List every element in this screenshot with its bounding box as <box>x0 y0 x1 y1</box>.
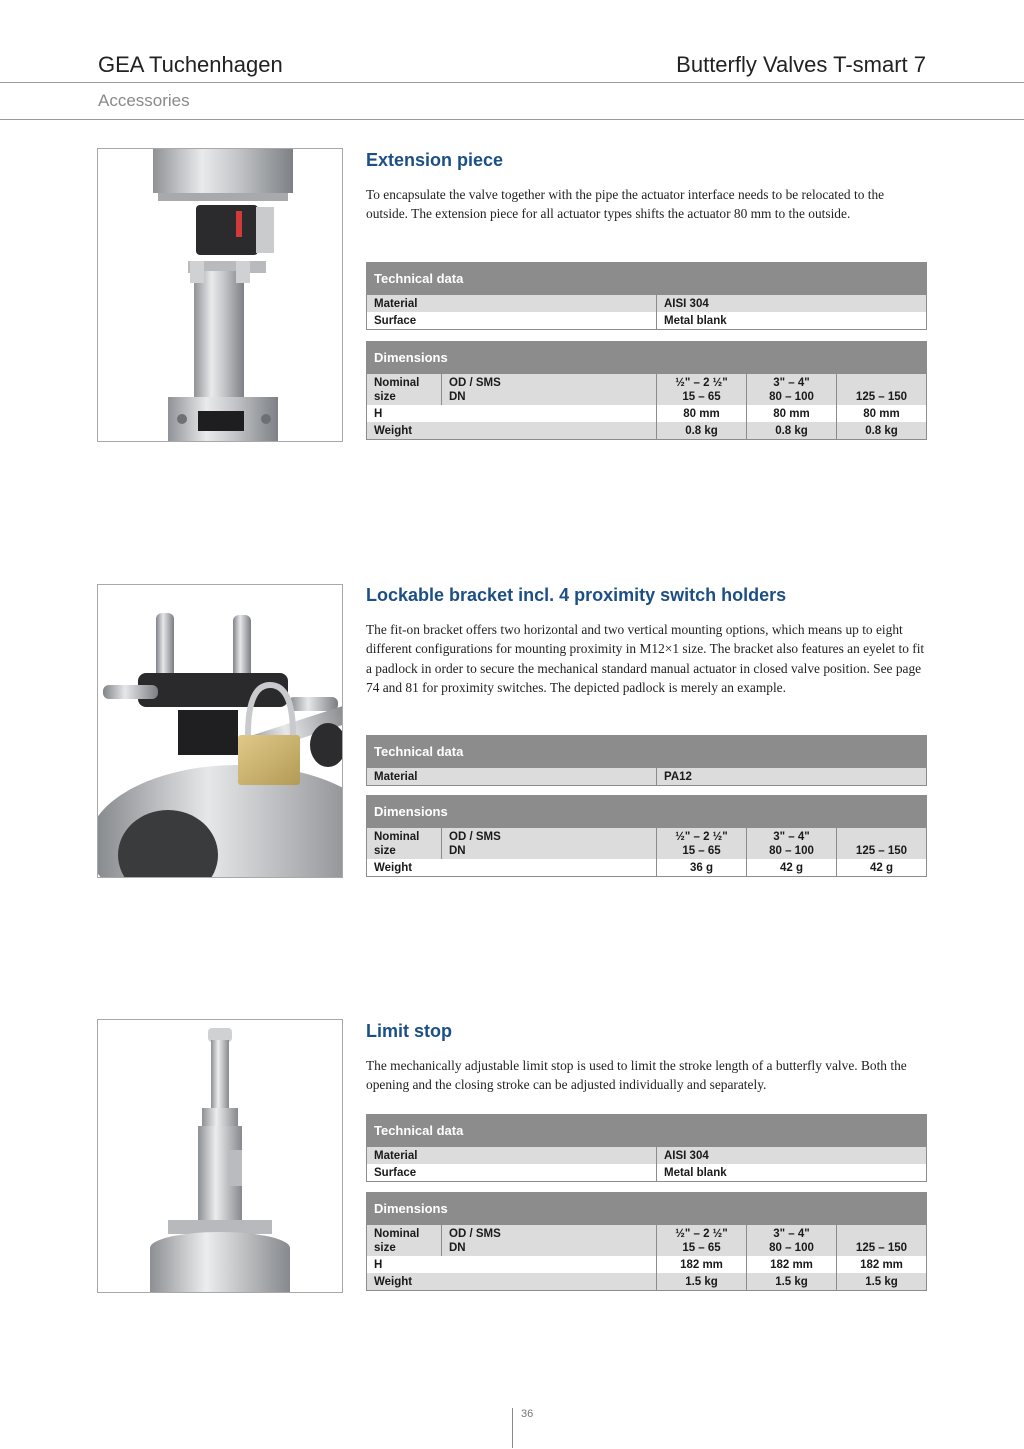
dimensions-heading: Dimensions <box>367 342 927 374</box>
size-col-2: 3" – 4" 80 – 100 <box>747 1225 837 1257</box>
nominal-size-label: Nominal size <box>367 1225 442 1257</box>
brand-name: GEA Tuchenhagen <box>98 52 283 77</box>
dim-value: 42 g <box>747 859 837 877</box>
dim-value: 36 g <box>657 859 747 877</box>
limit-stop-dimensions-table <box>366 1192 927 1291</box>
extension-piece-technical-table <box>366 262 927 330</box>
size-col-1: ½" – 2 ½" 15 – 65 <box>657 828 747 860</box>
size-col-2: 3" – 4" 80 – 100 <box>747 828 837 860</box>
nominal-size-label: Nominal size <box>367 374 442 406</box>
lockable-bracket-dimensions-table <box>366 795 927 877</box>
header-divider <box>0 82 1024 83</box>
limit-stop-section <box>366 1018 926 1095</box>
extension-piece-photo <box>97 148 343 442</box>
limit-stop-title: Limit stop <box>366 1021 452 1041</box>
surface-value: Metal blank <box>657 1164 927 1182</box>
size-col-3: 125 – 150 <box>837 828 927 860</box>
extension-piece-title: Extension piece <box>366 150 504 170</box>
material-label: Material <box>367 768 657 786</box>
dim-value: 182 mm <box>747 1256 837 1273</box>
dim-value: 0.8 kg <box>837 422 927 440</box>
size-col-2: 3" – 4" 80 – 100 <box>747 374 837 406</box>
extension-piece-description: To encapsulate the valve together with the pipe the actuator interface needs to be relocated to the outside. The extension piece for all actuator types shifts the actuator 80 mm to the outside. <box>366 187 885 222</box>
surface-label: Surface <box>367 1164 657 1182</box>
document-title: Butterfly Valves T-smart 7 <box>676 52 926 77</box>
technical-data-heading: Technical data <box>367 1115 927 1147</box>
material-label: Material <box>367 295 657 313</box>
material-value: AISI 304 <box>657 295 927 313</box>
size-standard-label: OD / SMS DN <box>442 1225 657 1257</box>
dim-value: 42 g <box>837 859 927 877</box>
lockable-bracket-title: Lockable bracket incl. 4 proximity switch holders <box>366 585 787 605</box>
material-label: Material <box>367 1147 657 1165</box>
nominal-size-label: Nominal size <box>367 828 442 860</box>
material-value: AISI 304 <box>657 1147 927 1165</box>
dimensions-heading: Dimensions <box>367 1193 927 1225</box>
lockable-bracket-description: The fit-on bracket offers two horizontal and two vertical mounting options, which means up to eight different configurations for mounting proximity in M12×1 size. The bracket also features an eyelet to fit a padlock in order to secure the mechanical standard manual actuator in closed valve position. See page 74 and 81 for proximity switches. The depicted padlock is merely an example. <box>366 622 925 695</box>
surface-label: Surface <box>367 312 657 330</box>
surface-value: Metal blank <box>657 312 927 330</box>
lockable-bracket-section <box>366 582 926 697</box>
dim-value: 80 mm <box>657 405 747 422</box>
extension-piece-dimensions-table <box>366 341 927 440</box>
dim-value: 80 mm <box>747 405 837 422</box>
page-number: 36 <box>521 1408 534 1420</box>
size-col-1: ½" – 2 ½" 15 – 65 <box>657 374 747 406</box>
subheader-divider <box>0 119 1024 120</box>
size-col-1: ½" – 2 ½" 15 – 65 <box>657 1225 747 1257</box>
dim-value: 0.8 kg <box>657 422 747 440</box>
dim-value: 1.5 kg <box>747 1273 837 1291</box>
dim-row-label: H <box>367 1256 657 1273</box>
dim-value: 0.8 kg <box>747 422 837 440</box>
dim-row-label: Weight <box>367 859 657 877</box>
section-subtitle: Accessories <box>98 91 190 110</box>
limit-stop-technical-table <box>366 1114 927 1182</box>
dim-value: 182 mm <box>657 1256 747 1273</box>
extension-piece-section <box>366 147 926 224</box>
limit-stop-description: The mechanically adjustable limit stop is used to limit the stroke length of a butterfly valve. Both the opening and the closing stroke can be adjusted individually and separately. <box>366 1058 907 1093</box>
dim-value: 182 mm <box>837 1256 927 1273</box>
dimensions-heading: Dimensions <box>367 796 927 828</box>
size-standard-label: OD / SMS DN <box>442 374 657 406</box>
material-value: PA12 <box>657 768 927 786</box>
dim-value: 1.5 kg <box>837 1273 927 1291</box>
limit-stop-photo <box>97 1019 343 1293</box>
size-col-3: 125 – 150 <box>837 374 927 406</box>
technical-data-heading: Technical data <box>367 263 927 295</box>
dim-row-label: Weight <box>367 1273 657 1291</box>
dim-value: 1.5 kg <box>657 1273 747 1291</box>
size-col-3: 125 – 150 <box>837 1225 927 1257</box>
dim-value: 80 mm <box>837 405 927 422</box>
lockable-bracket-technical-table <box>366 735 927 786</box>
lockable-bracket-photo <box>97 584 343 878</box>
technical-data-heading: Technical data <box>367 736 927 768</box>
footer-divider <box>512 1408 513 1448</box>
dim-row-label: Weight <box>367 422 657 440</box>
dim-row-label: H <box>367 405 657 422</box>
size-standard-label: OD / SMS DN <box>442 828 657 860</box>
